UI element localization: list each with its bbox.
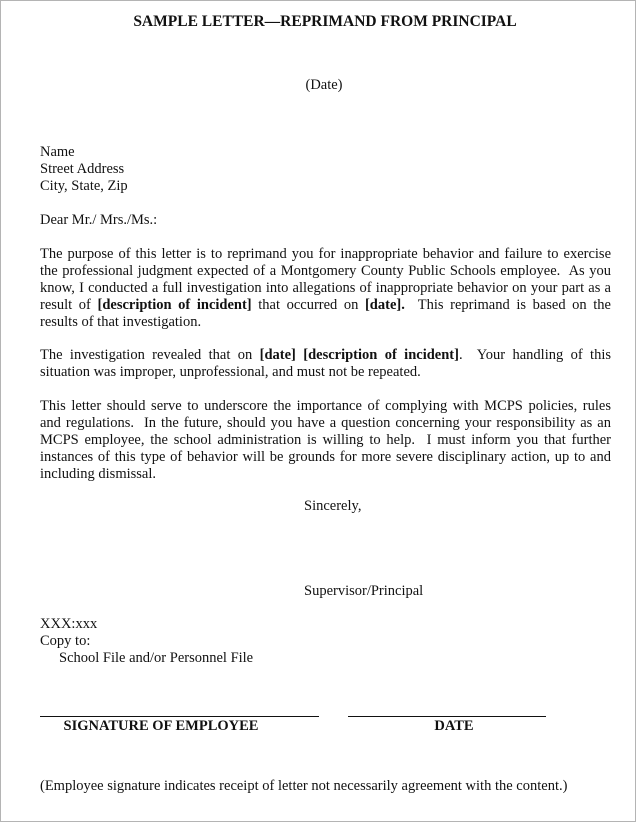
signature-label: SIGNATURE OF EMPLOYEE: [63, 718, 259, 734]
text-run: situation was improper, unprofessional, and must not be repeated.: [40, 364, 421, 380]
copy-to-recipients: School File and/or Personnel File: [59, 650, 254, 666]
signature-line: [40, 716, 319, 717]
date-label: DATE: [434, 718, 474, 734]
text-run: and regulations. In the future, should you have a question concerning your responsibility as an: [40, 415, 611, 431]
address-city: City, State, Zip: [40, 178, 128, 194]
paragraph-investigation: [40, 347, 611, 381]
copy-to-label: Copy to:: [40, 633, 91, 649]
salutation: Dear Mr./ Mrs./Ms.:: [40, 212, 158, 228]
paragraph-line: [40, 466, 611, 483]
text-run: know, I conducted a full investigation into allegations of inappropriate behavior on your part as a: [40, 280, 611, 296]
paragraph-line: [40, 364, 611, 381]
text-run: instances of this type of behavior will be grounds for more severe disciplinary action, up to and: [40, 449, 611, 465]
paragraph-policy: [40, 398, 611, 483]
text-run: The investigation revealed that on: [40, 347, 260, 363]
text-run: the professional judgment expected of a Montgomery County Public Schools employee. As you: [40, 263, 611, 279]
paragraph-purpose: [40, 246, 611, 331]
paragraph-line: [40, 398, 611, 415]
text-run: This reprimand is based on the: [404, 297, 611, 313]
closing: Sincerely,: [304, 498, 362, 514]
date-line: [348, 716, 546, 717]
paragraph-line: [40, 297, 611, 314]
footnote: (Employee signature indicates receipt of letter not necessarily agreement with the content.): [40, 778, 568, 794]
address-name: Name: [40, 144, 75, 160]
text-run: result of: [40, 297, 98, 313]
paragraph-line: [40, 432, 611, 449]
text-run: The purpose of this letter is to reprimand you for inappropriate behavior and failure to exercise: [40, 246, 611, 262]
placeholder-field: [description of incident]: [97, 297, 252, 313]
paragraph-line: [40, 246, 611, 263]
text-run: that occurred on: [251, 297, 365, 313]
text-run: . Your handling of this: [458, 347, 611, 363]
text-run: results of that investigation.: [40, 314, 202, 330]
paragraph-line: [40, 314, 611, 331]
placeholder-field: [date].: [364, 297, 405, 313]
placeholder-field: [date] [description of incident]: [259, 347, 459, 363]
paragraph-line: [40, 280, 611, 297]
date-placeholder: (Date): [305, 77, 343, 93]
paragraph-line: [40, 415, 611, 432]
letter-title: SAMPLE LETTER—REPRIMAND FROM PRINCIPAL: [133, 13, 517, 30]
paragraph-line: [40, 347, 611, 364]
paragraph-line: [40, 263, 611, 280]
paragraph-line: [40, 449, 611, 466]
text-run: including dismissal.: [40, 466, 156, 482]
signer-title: Supervisor/Principal: [304, 583, 424, 599]
initials: XXX:xxx: [40, 616, 98, 632]
text-run: This letter should serve to underscore the importance of complying with MCPS policies, rules: [40, 398, 611, 414]
text-run: MCPS employee, the school administration is willing to help. I must inform you that further: [40, 432, 611, 448]
address-street: Street Address: [40, 161, 125, 177]
recipient-address: [40, 144, 128, 195]
